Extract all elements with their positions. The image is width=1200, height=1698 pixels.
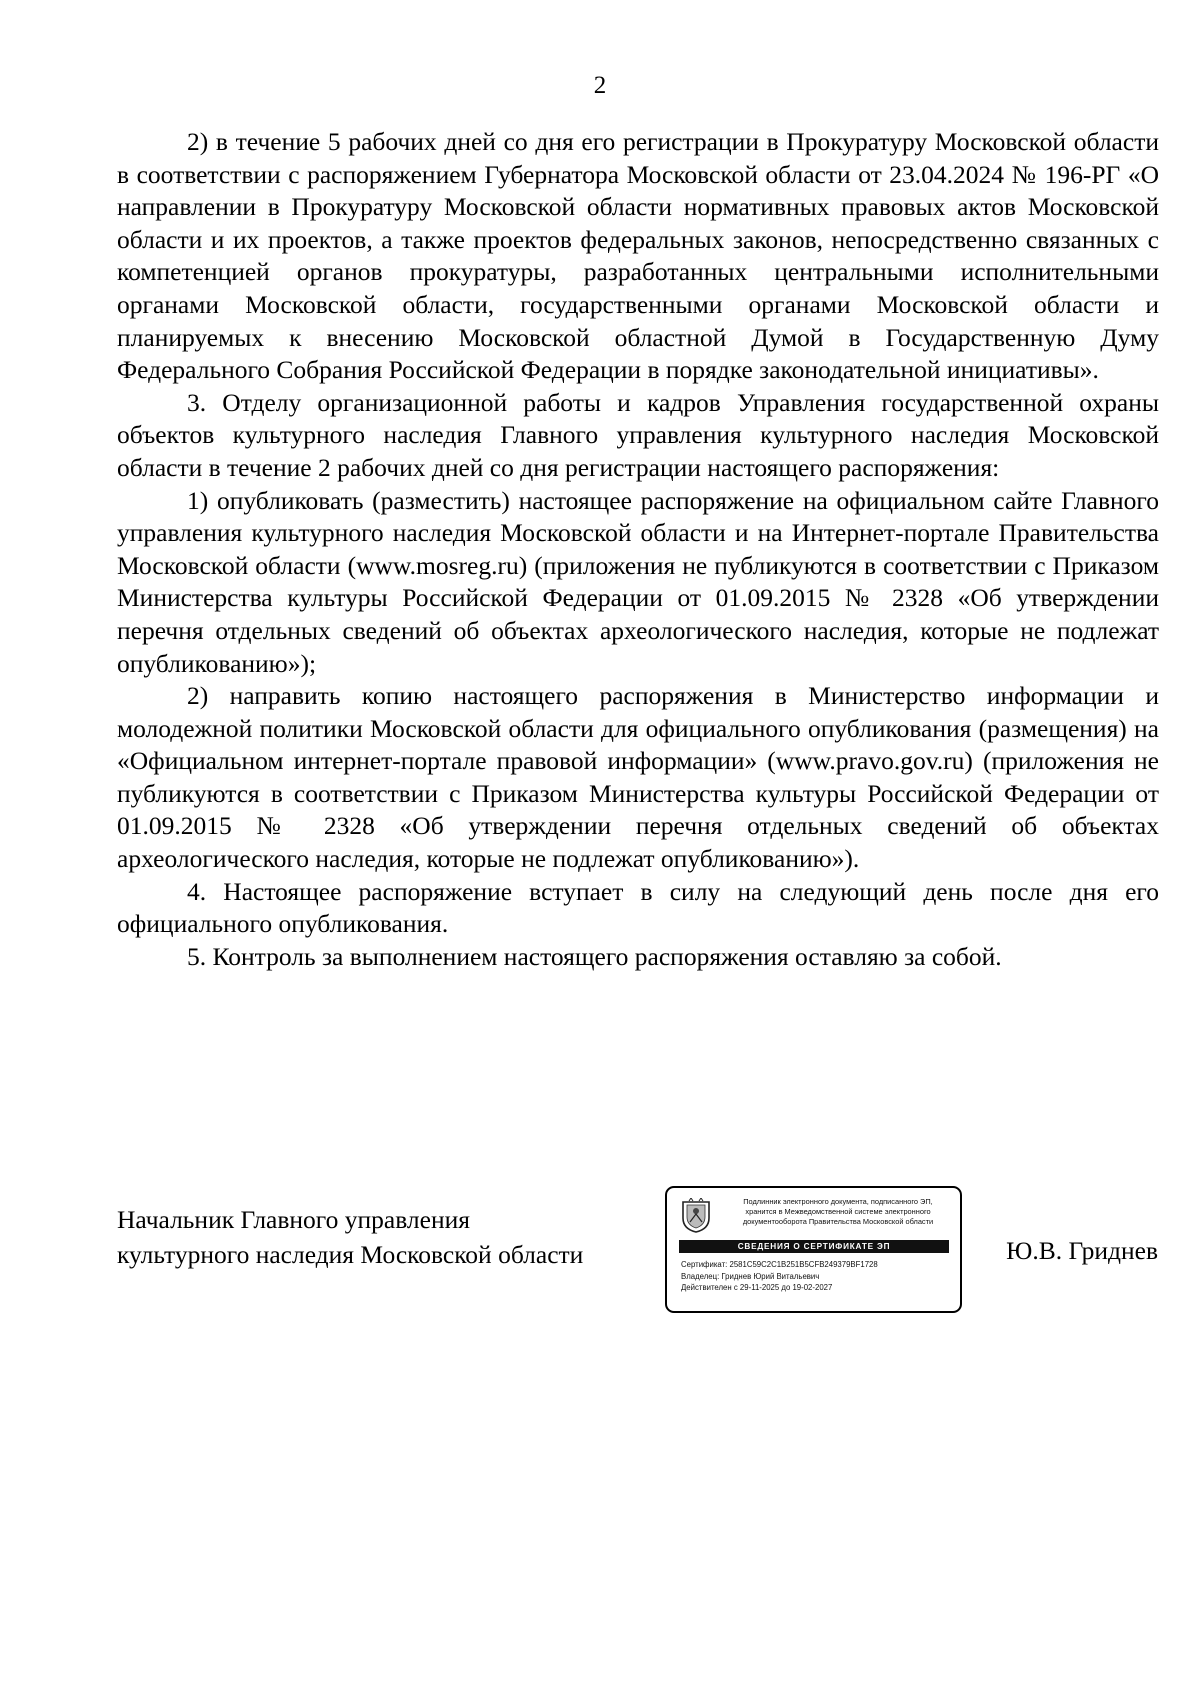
- document-body: [117, 126, 1159, 973]
- paragraph-point-4: 4. Настоящее распоряжение вступает в силу на следующий день после дня его официального опубликования.: [117, 876, 1159, 939]
- paragraph-point-5: 5. Контроль за выполнением настоящего распоряжения оставляю за собой.: [187, 941, 1002, 971]
- certificate-owner: Владелец: Гриднев Юрий Витальевич: [681, 1271, 820, 1281]
- certificate-number: Сертификат: 2581C59C2C1B251B5CFB249379BF1728: [681, 1260, 878, 1269]
- signatory-title: [117, 1202, 583, 1272]
- signatory-name: Ю.В. Гриднев: [1006, 1236, 1158, 1265]
- paragraph-point-3: 3. Отделу организационной работы и кадров Управления государственной охраны объектов культурного наследия Главного управления культурного наследия Московской области в течение 2 рабочих дней со дня регистрации настоящего распоряжения:: [117, 387, 1159, 482]
- certificate-validity: Действителен с 29-11-2025 до 19-02-2027: [681, 1283, 833, 1292]
- certificate-details: [681, 1259, 878, 1294]
- paragraph-subitem-1: 1) опубликовать (разместить) настоящее распоряжение на официальном сайте Главного управления культурного наследия Московской области и на Интернет-портале Правительства Московской области (www.mosreg.ru) (приложения не публикуются в соответствии с Приказом Министерства культуры Российской Федерации от 01.09.2015 № 2328 «Об утверждении перечня отдельных сведений об объектах археологического наследия, которые не подлежат опубликованию»);: [117, 485, 1159, 678]
- signatory-title-line-1: Начальник Главного управления: [117, 1205, 470, 1234]
- paragraph-subitem-2: 2) направить копию настоящего распоряжения в Министерство информации и молодежной политики Московской области для официального опубликования (размещения) на «Официальном интернет-портале правовой информации» (www.pravo.gov.ru) (приложения не публикуются в соответствии с Приказом Министерства культуры Российской Федерации от 01.09.2015 № 2328 «Об утверждении перечня отдельных сведений об объектах археологического наследия, которые не подлежат опубликованию»).: [117, 681, 1159, 874]
- paragraph-item-2: 2) в течение 5 рабочих дней со дня его регистрации в Прокуратуру Московской области в соответствии с распоряжением Губернатора Московской области от 23.04.2024 № 196-РГ «О направлении в Прокуратуру Московской области нормативных правовых актов Московской области и их проектов, а также проектов федеральных законов, непосредственно связанных с компетенцией органов прокуратуры, разработанных центральными исполнительными органами Московской области, государственными органами Московской области и планируемых к внесению Московской областной Думой в Государственную Думу Федерального Собрания Российской Федерации в порядке законодательной инициативы».: [117, 127, 1159, 385]
- coat-of-arms-icon: [679, 1198, 713, 1234]
- electronic-signature-stamp: [665, 1186, 962, 1313]
- signatory-title-line-2: культурного наследия Московской области: [117, 1240, 584, 1269]
- certificate-header: СВЕДЕНИЯ О СЕРТИФИКАТЕ ЭП: [679, 1240, 949, 1253]
- stamp-note: Подлинник электронного документа, подписанного ЭП, хранится в Межведомственной системе электронного документооборота Правительства Московской области: [742, 1197, 934, 1226]
- page-number: 2: [593, 72, 607, 99]
